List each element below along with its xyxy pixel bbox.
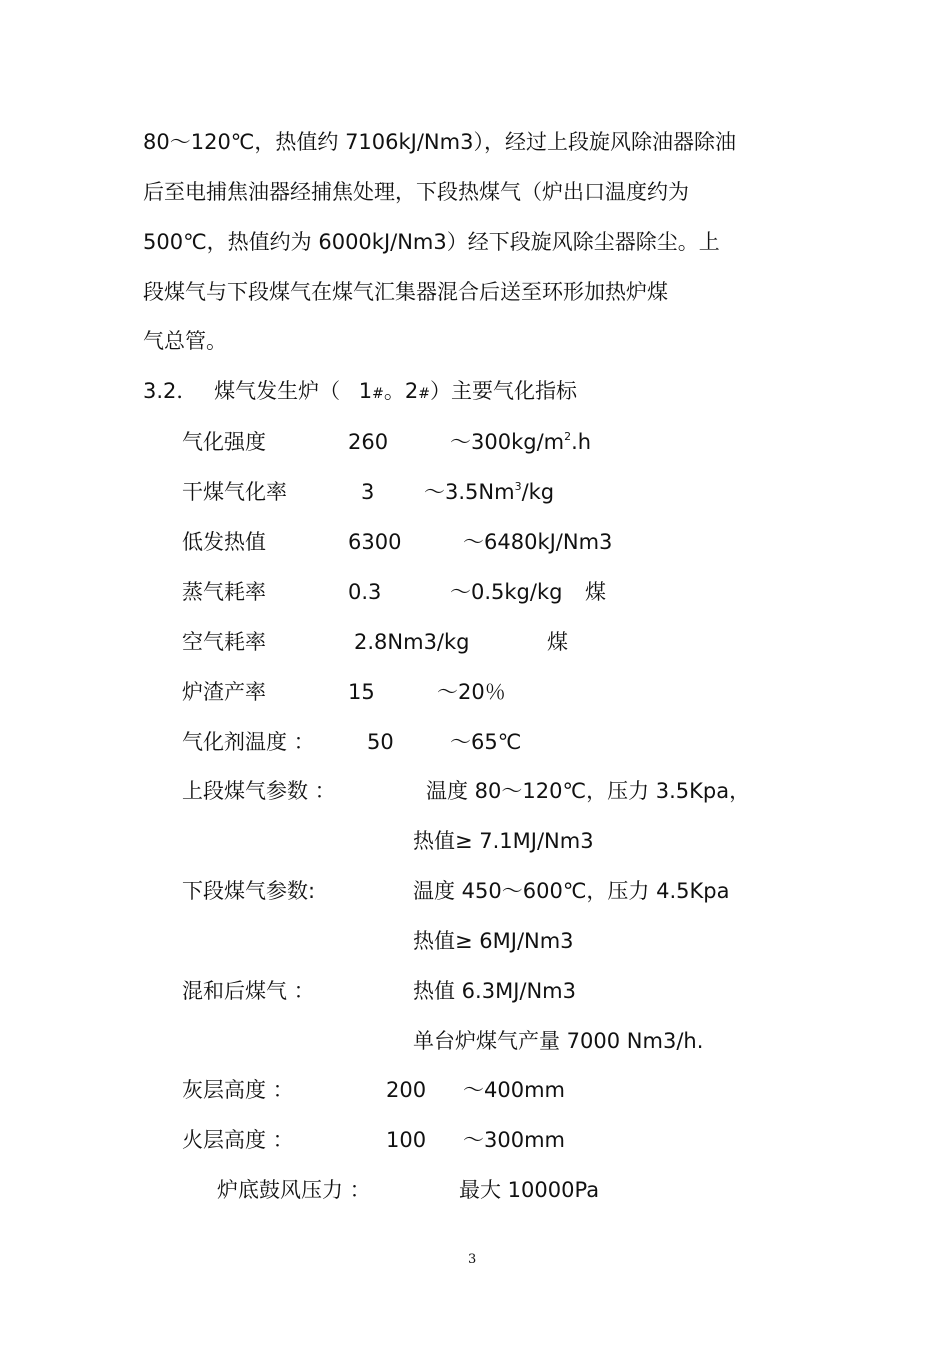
section-title-e: # bbox=[418, 386, 430, 402]
spec-value1-upper-gas: 温度 80～120℃，压力 3.5Kpa， bbox=[426, 779, 751, 803]
spec-value1-mixed-gas: 热值 6.3MJ/Nm3 bbox=[413, 979, 576, 1003]
spec-label-blast-pressure: 炉底鼓风压力 ： bbox=[217, 1178, 371, 1202]
spec-label-lower-gas: 下段煤气参数: bbox=[182, 879, 316, 903]
spec-to-dry-coal-rate-main: ～3.5Nm bbox=[424, 480, 515, 504]
spec-value2-upper-gas: 热值≥ 7.1MJ/Nm3 bbox=[413, 829, 594, 853]
page-number: 3 bbox=[468, 1252, 477, 1267]
section-title-d: 。2 bbox=[383, 379, 419, 403]
spec-value1-lower-gas: 温度 450～600℃，压力 4.5Kpa bbox=[413, 879, 730, 903]
spec-to-ash-height: ～400mm bbox=[463, 1078, 565, 1102]
paragraph-line-4: 段煤气与下段煤气在煤气汇集器混合后送至环形加热炉煤 bbox=[143, 280, 668, 304]
spec-from-slag-rate: 15 bbox=[348, 680, 375, 704]
paragraph-line-5: 气总管。 bbox=[143, 329, 227, 353]
spec-to-gasification-intensity bbox=[450, 428, 591, 460]
spec-to-dry-coal-rate-sup: 3 bbox=[514, 480, 522, 493]
paragraph-line-1: 80～120℃，热值约 7106kJ/Nm3），经过上段旋风除油器除油 bbox=[143, 130, 736, 154]
section-title-b: 1 bbox=[358, 379, 373, 403]
spec-label-ash-height: 灰层高度 ： bbox=[182, 1078, 294, 1102]
spec-from-gasification-intensity: 260 bbox=[348, 430, 389, 454]
section-title-a: 煤气发生炉（ bbox=[214, 379, 341, 403]
spec-label-low-heat-value: 低发热值 bbox=[182, 530, 266, 554]
spec-label-air-rate: 空气耗率 bbox=[182, 630, 266, 654]
spec-to-low-heat-value: ～6480kJ/Nm3 bbox=[463, 530, 613, 554]
spec-to-gasification-intensity-sup: 2 bbox=[564, 430, 572, 443]
spec-label-upper-gas: 上段煤气参数 ： bbox=[182, 779, 336, 803]
spec-from-steam-rate: 0.3 bbox=[348, 580, 382, 604]
spec-unit-steam-rate: 煤 bbox=[585, 580, 606, 604]
spec-to-fire-height: ～300mm bbox=[463, 1128, 565, 1152]
spec-value-blast-pressure: 最大 10000Pa bbox=[459, 1178, 600, 1202]
spec-to-gasification-intensity-suffix: .h bbox=[571, 430, 592, 454]
spec-from-fire-height: 100 bbox=[386, 1128, 427, 1152]
paragraph-line-2: 后至电捕焦油器经捕焦处理，下段热煤气（炉出口温度约为 bbox=[143, 180, 689, 204]
paragraph-line-3: 500℃，热值约为 6000kJ/Nm3）经下段旋风除尘器除尘。上 bbox=[143, 230, 720, 254]
spec-unit-air-rate: 煤 bbox=[547, 630, 568, 654]
spec-from-low-heat-value: 6300 bbox=[348, 530, 402, 554]
spec-from-dry-coal-rate: 3 bbox=[361, 480, 375, 504]
spec-to-gasification-intensity-main: ～300kg/m bbox=[450, 430, 565, 454]
spec-value2-mixed-gas: 单台炉煤气产量 7000 Nm3/h. bbox=[413, 1029, 704, 1053]
spec-value-air-rate: 2.8Nm3/kg bbox=[354, 630, 470, 654]
spec-to-slag-rate: ～20％ bbox=[437, 680, 506, 704]
spec-from-agent-temp: 50 bbox=[367, 730, 394, 754]
spec-value2-lower-gas: 热值≥ 6MJ/Nm3 bbox=[413, 929, 574, 953]
spec-label-gasification-intensity: 气化强度 bbox=[182, 430, 266, 454]
spec-label-dry-coal-rate: 干煤气化率 bbox=[182, 480, 287, 504]
spec-label-steam-rate: 蒸气耗率 bbox=[182, 580, 266, 604]
spec-label-mixed-gas: 混和后煤气 ： bbox=[182, 979, 315, 1003]
spec-to-agent-temp: ～65℃ bbox=[450, 730, 522, 754]
section-title-f: ）主要气化指标 bbox=[430, 379, 577, 403]
spec-label-fire-height: 火层高度 ： bbox=[182, 1128, 294, 1152]
spec-to-dry-coal-rate bbox=[424, 478, 554, 510]
section-title-c: # bbox=[372, 386, 384, 402]
spec-to-steam-rate: ～0.5kg/kg bbox=[450, 580, 563, 604]
spec-label-slag-rate: 炉渣产率 bbox=[182, 680, 266, 704]
section-number: 3.2． bbox=[143, 379, 198, 403]
spec-from-ash-height: 200 bbox=[386, 1078, 427, 1102]
spec-to-dry-coal-rate-suffix: /kg bbox=[521, 480, 555, 504]
spec-label-agent-temp: 气化剂温度 ： bbox=[182, 730, 315, 754]
section-heading bbox=[143, 377, 577, 408]
